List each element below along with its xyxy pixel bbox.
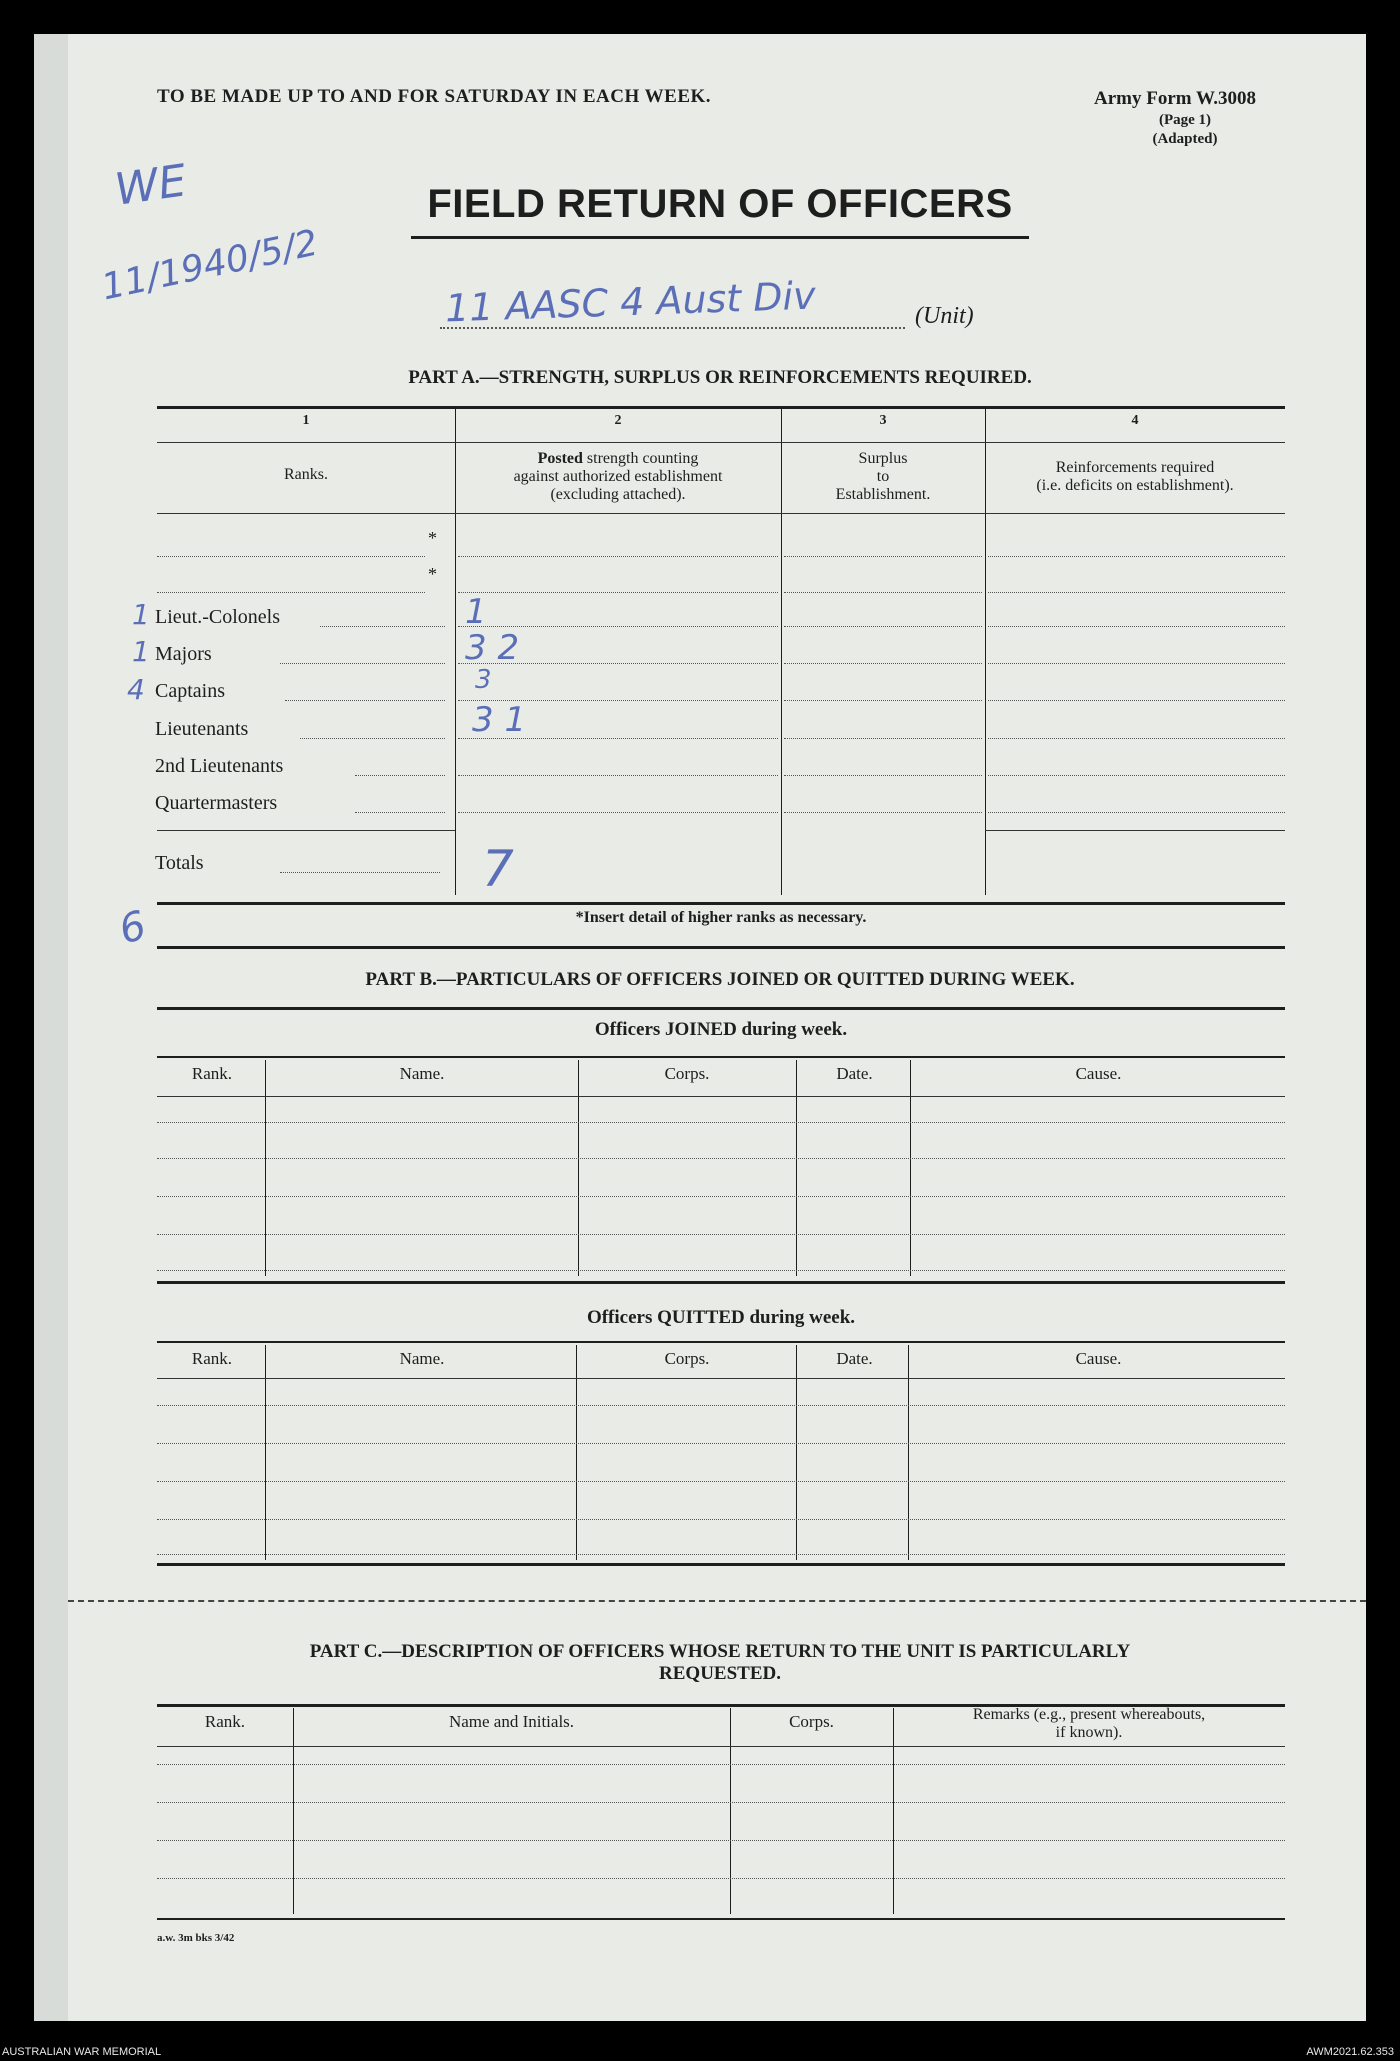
part-a-row-line [784,556,982,557]
handwritten-unit: 11 AASC 4 Aust Div [444,273,817,331]
table-col-header: Cause. [1075,1064,1122,1083]
posted-header-line3: (excluding attached). [550,486,686,503]
rank-lieut-colonels: Lieut.-Colonels [155,606,280,628]
part-a-row-line [458,812,778,813]
joined-bottom-rule [157,1281,1285,1284]
part-a-bottom-rule [157,902,1285,905]
part-b-top-rule [157,1007,1285,1010]
table-row-line [157,1158,1285,1159]
part-a-row-line [458,775,778,776]
rank-quartermasters: Quartermasters [155,792,278,814]
table-header-rule [157,1096,1285,1097]
rank-leader-3 [285,700,445,701]
unit-line [440,327,905,329]
table-col-divider [796,1060,797,1276]
asterisk-mark-1: * [428,528,437,548]
part-a-number-rule [157,442,1285,443]
table-row-line [157,1481,1285,1482]
posted-header [455,450,781,504]
handwritten-margin-lt-col: 1 [132,598,150,631]
adapted-note: (Adapted) [1152,131,1218,147]
ranks-header: Ranks. [284,466,328,483]
col-number-1: 1 [302,413,310,428]
table-col-header: Corps. [664,1064,710,1083]
col-number-3: 3 [879,413,887,428]
part-c-row-line [157,1840,1285,1841]
table-col-header: Name. [399,1064,445,1083]
part-a-row-line [458,592,778,593]
table-row-line [157,1122,1285,1123]
part-c-row-line [157,1764,1285,1765]
rank-leader-4 [300,738,445,739]
part-a-top-rule [157,406,1285,409]
part-c-col-header: Rank. [204,1712,246,1731]
remarks-header-1: Remarks (e.g., present whereabouts, [972,1706,1206,1723]
part-a-row-line [784,738,982,739]
posted-header-bold: Posted [537,450,583,467]
table-row-line [157,1519,1285,1520]
rank-lieutenants: Lieutenants [155,718,249,740]
archive-reference: AWM2021.62.353 [1306,2046,1394,2058]
instruction-text: TO BE MADE UP TO AND FOR SATURDAY IN EACH WEEK. [157,86,712,107]
table-col-header: Date. [836,1064,873,1083]
part-a-row-line [988,738,1285,739]
joined-title: Officers JOINED during week. [594,1019,848,1040]
part-a-row-line [988,700,1285,701]
table-row-line [157,1443,1285,1444]
page-indicator: (Page 1) [1158,112,1212,128]
rank-leader-1 [320,626,445,627]
quitted-title: Officers QUITTED during week. [586,1307,856,1328]
asterisk-row-line-2 [157,592,425,593]
form-number: Army Form W.3008 [1093,88,1256,109]
surplus-header [781,450,985,504]
surplus-header-3: Establishment. [835,486,931,503]
totals-label: Totals [155,852,204,874]
part-a-title: PART A.—STRENGTH, SURPLUS OR REINFORCEMENTS REQUIRED. [408,367,1032,388]
part-a-row-line [988,556,1285,557]
part-c-row-line [157,1802,1285,1803]
table-col-header: Corps. [664,1349,710,1368]
col-number-2: 2 [614,413,622,428]
form-title: FIELD RETURN OF OFFICERS [427,182,1013,226]
part-a-row-line [784,592,982,593]
rank-leader-6 [355,812,445,813]
part-a-row-line [988,626,1285,627]
surplus-header-1: Surplus [858,450,908,467]
printer-code: a.w. 3m bks 3/42 [157,1932,235,1944]
handwritten-margin-major: 1 [132,635,150,668]
part-a-row-line [988,775,1285,776]
posted-header-line2: against authorized establishment [513,468,723,485]
part-a-footnote-rule [157,946,1285,949]
asterisk-row-line-1 [157,556,425,557]
rank-leader-5 [355,775,445,776]
reinforcements-header [985,459,1285,495]
handwritten-posted-captain: 3 [475,665,492,695]
totals-rule-ranks [157,830,455,831]
posted-header-rest: strength counting [582,450,699,467]
part-c-row-line [157,1878,1285,1879]
part-c-title-line1: PART C.—DESCRIPTION OF OFFICERS WHOSE RETURN TO THE UNIT IS PARTICULARLY [309,1641,1131,1662]
table-col-header: Name. [399,1349,445,1368]
unit-label: (Unit) [915,303,974,329]
table-row-line [157,1405,1285,1406]
part-a-row-line [784,626,982,627]
handwritten-margin-captain: 4 [127,673,145,706]
table-col-header: Rank. [191,1064,233,1083]
part-a-header-rule [157,513,1285,514]
reinforcements-header-2: (i.e. deficits on establishment). [1036,477,1234,494]
handwritten-posted-major: 3 2 [465,628,520,668]
part-c-col-header: Name and Initials. [448,1712,575,1731]
part-a-row-line [988,663,1285,664]
part-c-bottom-rule [157,1918,1285,1920]
rank-leader-2 [280,663,445,664]
handwritten-posted-lieut: 3 1 [472,700,527,740]
table-col-divider [265,1060,266,1276]
part-a-row-line [784,700,982,701]
part-c-col-header: Corps. [789,1712,834,1731]
handwritten-margin-totals: 6 [114,902,151,954]
table-col-header: Date. [836,1349,873,1368]
paper-edge-strip [34,34,68,2021]
part-b-title: PART B.—PARTICULARS OF OFFICERS JOINED OR QUITTED DURING WEEK. [365,969,1075,990]
handwritten-posted-total: 7 [482,840,514,898]
handwritten-file-number: 11/1940/5/2 [98,222,322,309]
table-row-line [157,1234,1285,1235]
rank-captains: Captains [155,680,225,702]
quitted-top-rule [157,1341,1285,1343]
remarks-header-2: if known). [1055,1724,1123,1741]
col-number-4: 4 [1131,413,1139,428]
table-header-rule [157,1378,1285,1379]
handwritten-we: WE [111,155,190,216]
part-a-row-line [784,812,982,813]
table-col-divider [578,1060,579,1276]
part-a-row-line [988,812,1285,813]
table-col-header: Rank. [191,1349,233,1368]
table-col-header: Cause. [1075,1349,1122,1368]
part-c-col-divider [730,1708,731,1914]
totals-rule-reinforcements [985,830,1285,831]
part-c-header-rule [157,1746,1285,1747]
part-a-row-line [784,775,982,776]
table-row-line [157,1554,1285,1555]
table-row-line [157,1196,1285,1197]
surplus-header-2: to [876,468,890,485]
part-c-title-line2: REQUESTED. [659,1663,781,1684]
footnote-higher-ranks: *Insert detail of higher ranks as necessary. [575,909,867,926]
asterisk-mark-2: * [428,564,437,584]
table-col-divider [910,1060,911,1276]
reinforcements-header-1: Reinforcements required [1055,459,1215,476]
part-c-remarks-header [893,1706,1285,1742]
quitted-bottom-rule [157,1563,1285,1566]
archive-label: AUSTRALIAN WAR MEMORIAL [2,2046,162,2058]
part-a-row-line [988,592,1285,593]
rank-2nd-lieutenants: 2nd Lieutenants [155,755,284,777]
part-a-row-line [458,556,778,557]
title-underline [411,236,1029,239]
part-c-col-divider [293,1708,294,1914]
part-a-row-line [458,626,778,627]
part-a-row-line [784,663,982,664]
table-row-line [157,1270,1285,1271]
totals-leader [280,872,440,873]
tear-line [68,1600,1366,1602]
handwritten-posted-lt-col: 1 [465,592,487,632]
rank-majors: Majors [155,643,212,665]
joined-top-rule [157,1056,1285,1058]
